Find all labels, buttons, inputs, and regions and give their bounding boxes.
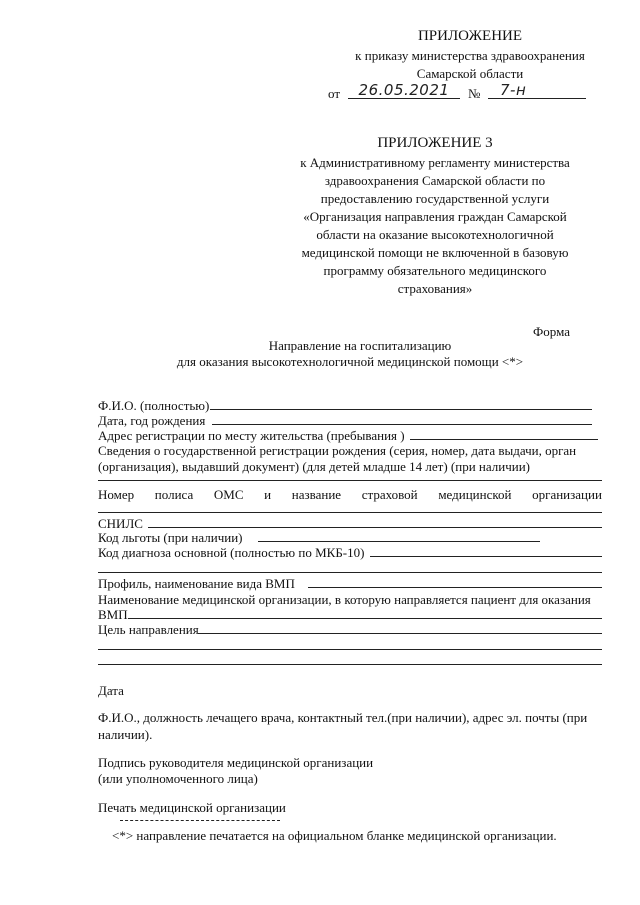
field-birth xyxy=(98,413,602,429)
order-number-handwritten: 7-н xyxy=(488,82,586,99)
oms-word: медицинской xyxy=(438,487,512,502)
field-snils-line[interactable] xyxy=(148,527,602,528)
field-purpose-label: Цель направления xyxy=(98,622,199,637)
appendix-line-2: Самарской области xyxy=(416,66,524,81)
field-profile xyxy=(98,576,602,592)
doctor-info xyxy=(98,710,602,726)
doctor-info-2 xyxy=(98,727,602,743)
field-purpose-line-2[interactable] xyxy=(98,649,602,650)
appendix3-line: к Административному регламенту министерства xyxy=(300,155,570,170)
field-purpose xyxy=(98,622,602,638)
date-prefix: от xyxy=(328,86,341,101)
field-purpose-line-3[interactable] xyxy=(98,664,602,665)
oms-word: ОМС xyxy=(213,487,244,502)
appendix-title: ПРИЛОЖЕНИЕ xyxy=(417,28,523,44)
field-org-name-2 xyxy=(98,607,602,623)
field-org-name-label: Наименование медицинской организации, в которую направляется пациент для оказания xyxy=(98,592,591,607)
number-prefix: № xyxy=(468,86,481,101)
field-address-line[interactable] xyxy=(410,439,598,440)
appendix3-line: предоставлению государственной услуги xyxy=(320,191,550,206)
field-birth-line[interactable] xyxy=(212,424,592,425)
doctor-info-text-2: наличии). xyxy=(98,727,153,742)
field-birth-cert-label: Сведения о государственной регистрации рождения (серия, номер, дата выдачи, орган xyxy=(98,443,577,458)
oms-word: страховой xyxy=(361,487,418,502)
appendix3-line: медицинской помощи не включенной в базовую xyxy=(301,245,569,260)
doctor-info-text: Ф.И.О., должность лечащего врача, контактный тел.(при наличии), адрес эл. почты (при xyxy=(98,710,588,725)
field-org-name-line[interactable] xyxy=(128,618,602,619)
stamp-label: Печать медицинской организации xyxy=(98,800,286,815)
signature-label-2: (или уполномоченного лица) xyxy=(98,771,258,786)
oms-word: Номер xyxy=(98,487,135,502)
field-birth-cert xyxy=(98,443,602,459)
date-label: Дата xyxy=(98,683,124,698)
field-purpose-line[interactable] xyxy=(198,633,602,634)
field-benefit-code xyxy=(98,530,602,546)
form-label: Форма xyxy=(533,324,570,339)
appendix3-line: «Организация направления граждан Самарской xyxy=(303,209,567,224)
order-date-row xyxy=(328,81,588,104)
oms-word: название xyxy=(291,487,342,502)
appendix3-title: ПРИЛОЖЕНИЕ 3 xyxy=(377,135,493,151)
field-benefit-code-line[interactable] xyxy=(258,541,540,542)
field-fio xyxy=(98,398,602,414)
oms-word: и xyxy=(264,487,272,502)
field-birth-label: Дата, год рождения xyxy=(98,413,206,428)
appendix3-body xyxy=(270,154,600,298)
field-profile-label: Профиль, наименование вида ВМП xyxy=(98,576,295,591)
field-birth-cert-line[interactable] xyxy=(98,480,602,481)
field-fio-line[interactable] xyxy=(210,409,592,410)
field-diagnosis-code-line-2[interactable] xyxy=(98,572,602,573)
field-address xyxy=(98,428,602,444)
order-date-handwritten: 26.05.2021 xyxy=(348,82,460,99)
field-diagnosis-code xyxy=(98,545,602,561)
field-diagnosis-code-line[interactable] xyxy=(370,556,602,557)
field-oms xyxy=(98,487,602,503)
signature-label: Подпись руководителя медицинской организации xyxy=(98,755,374,770)
field-address-label: Адрес регистрации по месту жительства (пребывания ) xyxy=(98,428,405,443)
field-benefit-code-label: Код льготы (при наличии) xyxy=(98,530,243,545)
field-org-name-label-2: ВМП xyxy=(98,607,128,622)
field-snils-label: СНИЛС xyxy=(98,516,143,531)
field-birth-cert-label-2: (организация), выдавший документ) (для детей младше 14 лет) (при наличии) xyxy=(98,459,530,474)
appendix-line-1: к приказу министерства здравоохранения xyxy=(355,48,585,63)
appendix3-line: здравоохранения Самарской области по xyxy=(324,173,546,188)
field-org-name xyxy=(98,592,602,608)
footnote-separator xyxy=(120,820,280,821)
field-fio-label: Ф.И.О. (полностью) xyxy=(98,398,210,413)
field-birth-cert-2 xyxy=(98,459,602,475)
oms-word: полиса xyxy=(154,487,194,502)
appendix3-line: страхования» xyxy=(397,281,473,296)
field-oms-line[interactable] xyxy=(98,512,602,513)
field-profile-line[interactable] xyxy=(308,587,602,588)
form-title-line-1: Направление на госпитализацию xyxy=(268,338,452,353)
appendix3-line: программу обязательного медицинского xyxy=(323,263,547,278)
appendix3-line: области на оказание высокотехнологичной xyxy=(316,227,554,242)
field-diagnosis-code-label: Код диагноза основной (полностью по МКБ-10) xyxy=(98,545,365,560)
footnote: <*> направление печатается на официальном бланке медицинской организации. xyxy=(112,828,557,843)
form-title-line-2: для оказания высокотехнологичной медицинской помощи <*> xyxy=(176,354,524,369)
oms-word: организации xyxy=(532,487,602,502)
